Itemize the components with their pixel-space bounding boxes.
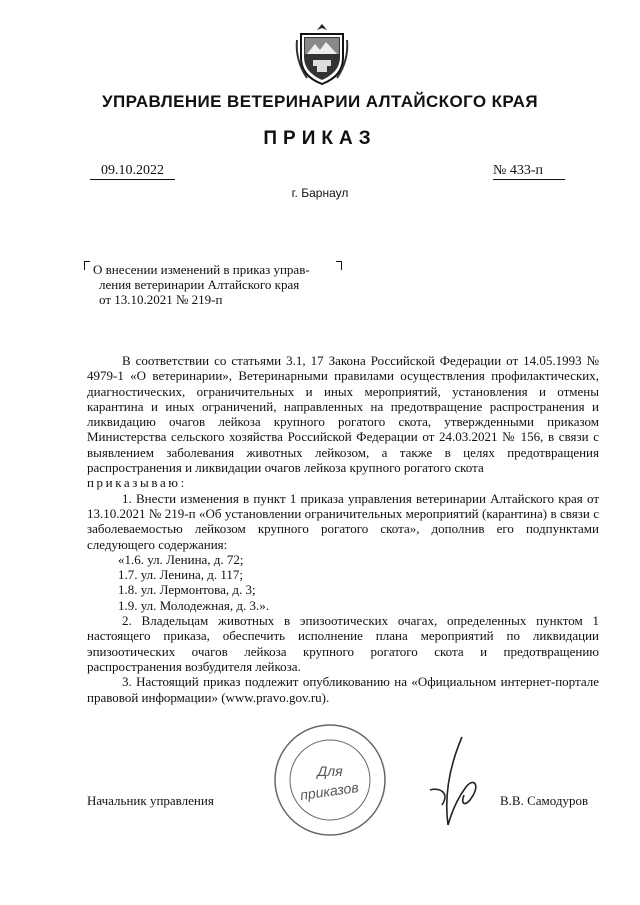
item-1-paragraph: 1. Внести изменения в пункт 1 приказа управления ветеринарии Алтайского края от 13.10.2021 № 219-п «Об установлении ограничительных мероприятий (карантина) в связи с заболеваемостью лейкозом крупного рогатого скота», дополнив его подпунктами следующего содержания:: [87, 490, 599, 552]
document-city: г. Барнаул: [291, 186, 349, 200]
decree-word: приказываю:: [87, 475, 187, 491]
handwritten-signature-icon: [420, 735, 500, 830]
document-number: № 433-п: [493, 163, 565, 180]
document-type: ПРИКАЗ: [263, 128, 377, 149]
signatory-position: Начальник управления: [87, 793, 214, 808]
subject-line: от 13.10.2021 № 219-п: [99, 292, 223, 307]
item-3-paragraph: 3. Настоящий приказ подлежит опубликованию на «Официальном интернет-портале правовой информации» (www.pravo.gov.ru).: [87, 674, 599, 705]
subitem: 1.9. ул. Молодежная, д. 3.».: [118, 597, 270, 613]
signatory-name: В.В. Самодуров: [500, 793, 589, 808]
organization-name: УПРАВЛЕНИЕ ВЕТЕРИНАРИИ АЛТАЙСКОГО КРАЯ: [102, 92, 538, 111]
coat-of-arms-icon: [293, 20, 351, 86]
stamp-line-2: приказов: [299, 779, 360, 804]
subitem: 1.8. ул. Лермонтова, д. 3;: [118, 582, 256, 598]
preamble-paragraph: В соответствии со статьями 3.1, 17 Закона Российской Федерации от 14.05.1993 № 4979-1 «О ветеринарии», Ветеринарными правилами осуществления профилактических, диагностических, ограничительных и иных мероприятий, установления и отмены карантина и иных ограничений, направленных на предотвращение распространения и ликвидацию очагов лейкоза крупного рогатого скота, утвержденными приказом Министерства сельского хозяйства Российской Федерации от 24.03.2021 № 156, в связи с выявлением заболевания животных лейкозом, а также в целях предотвращения распространения и ликвидации очагов лейкоза крупного рогатого скота: [87, 353, 599, 476]
stamp-seal-icon: [270, 720, 390, 840]
stamp-line-1: Для: [317, 763, 343, 779]
subject-line: О внесении изменений в приказ управ-: [93, 262, 310, 277]
document-subject: [93, 262, 343, 307]
document-body: [87, 353, 599, 705]
subitem: 1.7. ул. Ленина, д. 117;: [118, 567, 244, 583]
subject-line: ления ветеринарии Алтайского края: [99, 277, 300, 292]
document-date: 09.10.2022: [90, 163, 175, 180]
subject-bracket-left: [84, 261, 90, 270]
item-2-paragraph: 2. Владельцам животных в эпизоотических очагах, определенных пунктом 1 настоящего приказа, обеспечить исполнение плана мероприятий по ликвидации эпизоотических очагов лейкоза крупного рогатого скота и предотвращению распространения возбудителя лейкоза.: [87, 613, 599, 674]
subitem: «1.6. ул. Ленина, д. 72;: [118, 551, 244, 567]
